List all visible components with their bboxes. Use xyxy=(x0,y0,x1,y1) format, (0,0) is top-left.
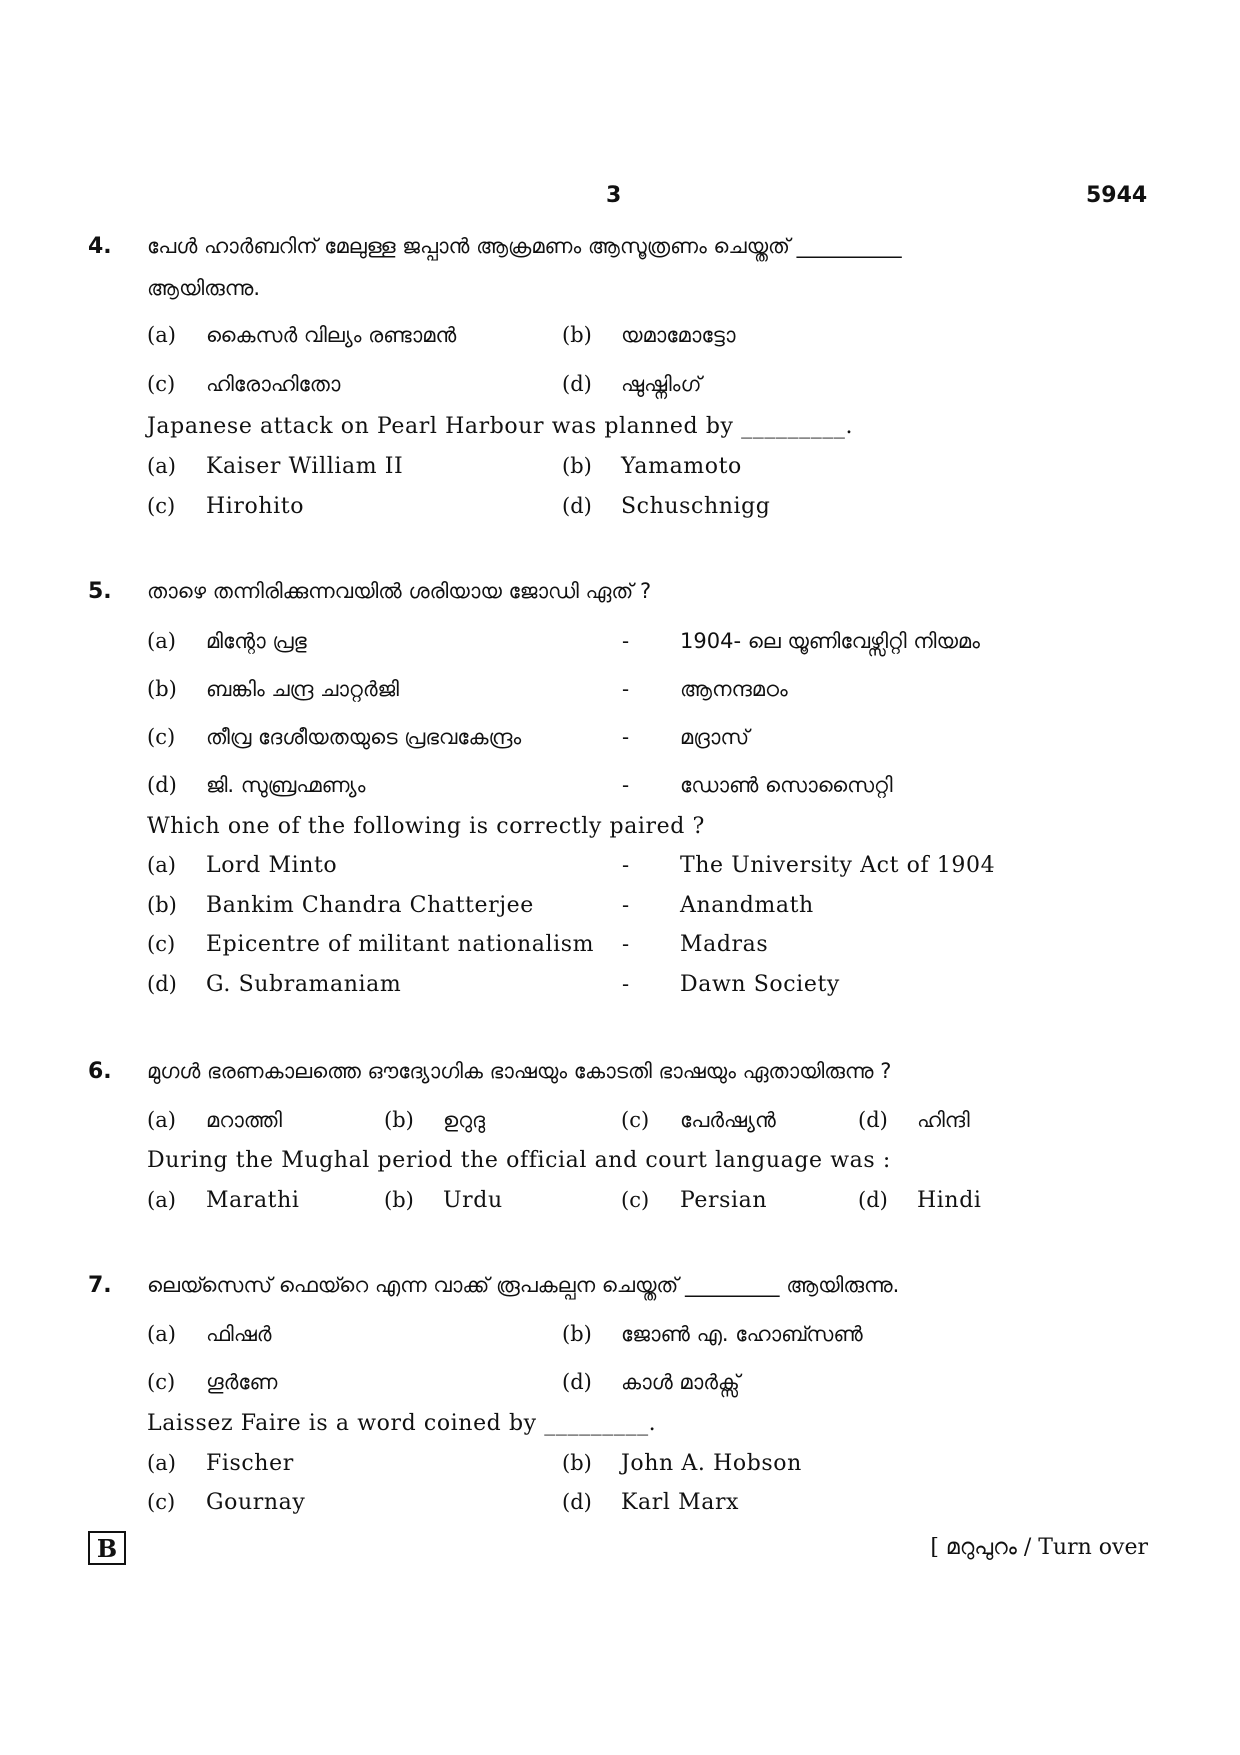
option-text-en: Karl Marx xyxy=(621,1490,740,1515)
option-text-ml: ഷുഷ്നിംഗ് xyxy=(621,372,702,396)
pair-left-en: G. Subramaniam xyxy=(206,972,402,997)
pair-left-ml: ജി. സുബ്രഹ്മണ്യം xyxy=(206,773,366,797)
question-number: 5. xyxy=(88,579,112,604)
question-number: 4. xyxy=(88,234,112,259)
option-label: (b) xyxy=(384,1188,414,1212)
pair-left-ml: ബങ്കിം ചന്ദ്ര ചാറ്റർജി xyxy=(206,677,399,701)
question-number: 6. xyxy=(88,1059,112,1084)
option-text-ml: കൈസർ വില്യം രണ്ടാമൻ xyxy=(206,323,457,347)
option-text-en: Schuschnigg xyxy=(621,494,771,519)
option-label: (d) xyxy=(562,494,592,518)
option-text-ml: ഫിഷർ xyxy=(206,1322,272,1346)
option-label: (c) xyxy=(147,494,176,518)
option-text-en: Fischer xyxy=(206,1451,294,1476)
pair-right-ml: 1904- ലെ യൂണിവേഴ്സിറ്റി നിയമം xyxy=(680,629,980,653)
option-text-ml: ഉറുദു xyxy=(443,1108,485,1132)
option-text-en: Marathi xyxy=(206,1188,300,1213)
question-text-ml-cont: ആയിരുന്നു. xyxy=(147,276,261,300)
option-label: (a) xyxy=(147,1108,176,1132)
option-label: (a) xyxy=(147,323,176,347)
pair-dash: - xyxy=(622,773,630,797)
pair-left-ml: മിന്റോ പ്രഭു xyxy=(206,629,307,653)
pair-left-en: Lord Minto xyxy=(206,853,338,878)
question-text-ml: താഴെ തന്നിരിക്കുന്നവയിൽ ശരിയായ ജോഡി ഏത് ? xyxy=(147,579,652,603)
option-text-en: John A. Hobson xyxy=(621,1451,802,1476)
option-label: (d) xyxy=(562,1370,592,1394)
paper-code: 5944 xyxy=(1086,183,1148,208)
option-label: (a) xyxy=(147,1322,176,1346)
option-text-en: Gournay xyxy=(206,1490,306,1515)
question-text-en: Japanese attack on Pearl Harbour was planned by _________. xyxy=(147,414,854,439)
option-text-ml: പേർഷ്യൻ xyxy=(680,1108,776,1132)
pair-label: (d) xyxy=(147,972,177,996)
option-text-ml: ഗൂർണേ xyxy=(206,1370,278,1394)
pair-right-ml: മദ്രാസ് xyxy=(680,725,750,749)
question-text-en: Laissez Faire is a word coined by _________. xyxy=(147,1411,657,1436)
question-text-en: During the Mughal period the official and court language was : xyxy=(147,1148,891,1173)
pair-right-en: Anandmath xyxy=(680,893,814,918)
option-label: (b) xyxy=(562,454,592,478)
option-label: (c) xyxy=(621,1188,650,1212)
question-text-ml: ലെയ്സെസ് ഫെയ്റെ എന്ന വാക്ക് രൂപകല്പന ചെയ്തത് _________ ആയിരുന്നു. xyxy=(147,1273,900,1297)
pair-label: (c) xyxy=(147,932,176,956)
page-number: 3 xyxy=(606,183,622,208)
option-label: (c) xyxy=(147,1490,176,1514)
question-text-ml: മുഗൾ ഭരണകാലത്തെ ഔദ്യോഗിക ഭാഷയും കോടതി ഭാഷയും ഏതായിരുന്നു ? xyxy=(147,1059,892,1083)
option-label: (c) xyxy=(621,1108,650,1132)
option-label: (d) xyxy=(858,1188,888,1212)
question-text-ml: പേൾ ഹാർബറിന് മേലുള്ള ജപ്പാൻ ആക്രമണം ആസൂത്രണം ചെയ്തത് __________ xyxy=(147,234,902,258)
option-label: (b) xyxy=(562,323,592,347)
option-label: (b) xyxy=(562,1451,592,1475)
pair-right-en: Dawn Society xyxy=(680,972,840,997)
question-number: 7. xyxy=(88,1273,112,1298)
option-label: (a) xyxy=(147,454,176,478)
option-label: (d) xyxy=(858,1108,888,1132)
pair-dash: - xyxy=(622,972,630,996)
option-text-en: Yamamoto xyxy=(621,454,742,479)
option-text-en: Persian xyxy=(680,1188,768,1213)
option-text-en: Urdu xyxy=(443,1188,503,1213)
pair-label: (c) xyxy=(147,725,176,749)
question-text-en: Which one of the following is correctly paired ? xyxy=(147,814,705,839)
option-label: (a) xyxy=(147,1451,176,1475)
option-label: (b) xyxy=(384,1108,414,1132)
option-text-ml: മറാത്തി xyxy=(206,1108,282,1132)
pair-label: (b) xyxy=(147,677,177,701)
pair-dash: - xyxy=(622,893,630,917)
option-text-en: Hindi xyxy=(917,1188,982,1213)
option-text-ml: ജോൺ എ. ഹോബ്സൺ xyxy=(621,1322,863,1346)
pair-label: (a) xyxy=(147,629,176,653)
pair-dash: - xyxy=(622,629,630,653)
pair-left-en: Epicentre of militant nationalism xyxy=(206,932,595,957)
option-text-ml: ഹിരോഹിതോ xyxy=(206,372,341,396)
option-label: (c) xyxy=(147,1370,176,1394)
pair-label: (a) xyxy=(147,853,176,877)
pair-label: (d) xyxy=(147,773,177,797)
option-label: (d) xyxy=(562,372,592,396)
pair-dash: - xyxy=(622,725,630,749)
pair-dash: - xyxy=(622,932,630,956)
option-label: (b) xyxy=(562,1322,592,1346)
pair-right-en: The University Act of 1904 xyxy=(680,853,996,878)
option-label: (a) xyxy=(147,1188,176,1212)
pair-left-ml: തീവ്ര ദേശീയതയുടെ പ്രഭവകേന്ദ്രം xyxy=(206,725,522,749)
option-label: (d) xyxy=(562,1490,592,1514)
option-text-en: Kaiser William II xyxy=(206,454,404,479)
pair-right-ml: ഡോൺ സൊസൈറ്റി xyxy=(680,773,893,797)
option-text-ml: ഹിന്ദി xyxy=(917,1108,970,1132)
pair-dash: - xyxy=(622,853,630,877)
option-text-ml: കാൾ മാർക്സ് xyxy=(621,1370,740,1394)
turn-over-note: [ മറുപുറം / Turn over xyxy=(930,1535,1148,1560)
series-box: B xyxy=(88,1531,126,1565)
pair-dash: - xyxy=(622,677,630,701)
pair-label: (b) xyxy=(147,893,177,917)
pair-right-ml: ആനന്ദമഠം xyxy=(680,677,788,701)
option-label: (c) xyxy=(147,372,176,396)
pair-left-en: Bankim Chandra Chatterjee xyxy=(206,893,534,918)
pair-right-en: Madras xyxy=(680,932,769,957)
option-text-ml: യമാമോട്ടോ xyxy=(621,323,736,347)
option-text-en: Hirohito xyxy=(206,494,305,519)
